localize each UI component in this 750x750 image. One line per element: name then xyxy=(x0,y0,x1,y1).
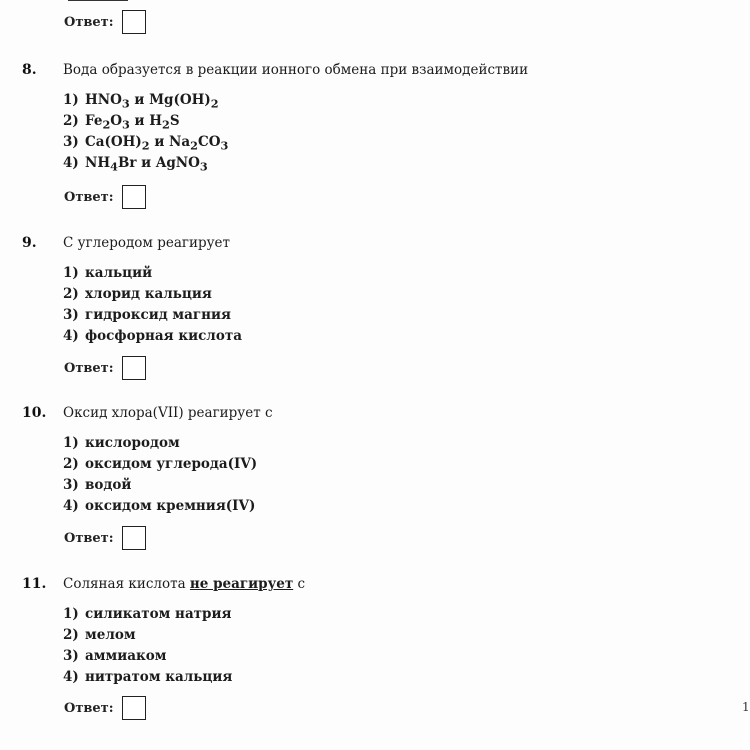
option-text: фосфорная кислота xyxy=(85,328,242,344)
option-1[interactable]: 1) кислородом xyxy=(63,435,180,451)
option-text: $Ca(OH)_2$ и $Na_2CO_3$ xyxy=(85,134,229,153)
option-text: $NH_4Br$ и AgNO$_3$ xyxy=(85,155,208,174)
options-list xyxy=(63,433,257,517)
option-1[interactable]: 1) $HNO_3$ и $Mg(OH)_2$ xyxy=(63,92,219,111)
answer-box-8[interactable] xyxy=(122,185,146,209)
answer-row-10 xyxy=(64,526,146,550)
answer-label: Ответ: xyxy=(64,700,114,716)
option-4[interactable]: 4) нитратом кальция xyxy=(63,669,233,685)
option-4[interactable]: 4) $NH_4Br$ и AgNO$_3$ xyxy=(63,155,208,174)
emphasis-not-reacts: не реагирует xyxy=(189,576,294,592)
answer-row-8 xyxy=(64,185,146,209)
option-1[interactable]: 1) кальций xyxy=(63,265,153,281)
question-number: 8. xyxy=(22,62,37,78)
option-text: оксидом кремния(IV) xyxy=(85,498,256,514)
option-text: мелом xyxy=(85,627,136,643)
answer-label: Ответ: xyxy=(64,189,114,205)
option-text: кислородом xyxy=(85,435,180,451)
option-3[interactable]: 3) аммиаком xyxy=(63,648,167,664)
answer-box-10[interactable] xyxy=(122,526,146,550)
answer-box-7[interactable] xyxy=(122,10,146,34)
option-text: силикатом натрия xyxy=(85,606,232,622)
answer-row-9 xyxy=(64,356,146,380)
answer-box-11[interactable] xyxy=(122,696,146,720)
answer-row-11 xyxy=(64,696,146,720)
option-3[interactable]: 3) водой xyxy=(63,477,132,493)
option-1[interactable]: 1) силикатом натрия xyxy=(63,606,232,622)
answer-label: Ответ: xyxy=(64,530,114,546)
question-text: Соляная кислота не реагирует с xyxy=(63,576,306,592)
options-list xyxy=(63,90,228,174)
option-4[interactable]: 4) оксидом кремния(IV) xyxy=(63,498,256,514)
question-number: 10. xyxy=(22,405,47,421)
option-4[interactable]: 4) фосфорная кислота xyxy=(63,328,242,344)
option-text: водой xyxy=(85,477,132,493)
question-number: 9. xyxy=(22,235,37,251)
option-3[interactable]: 3) $Ca(OH)_2$ и $Na_2CO_3$ xyxy=(63,134,229,153)
options-list xyxy=(63,263,242,347)
option-text: нитратом кальция xyxy=(85,669,233,685)
option-text: кальций xyxy=(85,265,153,281)
answer-row-top xyxy=(64,10,146,34)
partial-option-line xyxy=(68,0,128,1)
option-2[interactable]: 2) мелом xyxy=(63,627,136,643)
option-text: хлорид кальция xyxy=(85,286,212,302)
answer-label: Ответ: xyxy=(64,14,114,30)
question-text: Вода образуется в реакции ионного обмена при взаимодействии xyxy=(63,62,529,78)
question-text: С углеродом реагирует xyxy=(63,235,230,251)
option-text: $Fe_2O_3$ и $H_2S$ xyxy=(85,113,180,132)
option-text: оксидом углерода(IV) xyxy=(85,456,258,472)
question-number: 11. xyxy=(22,576,47,592)
option-3[interactable]: 3) гидроксид магния xyxy=(63,307,232,323)
option-text: $HNO_3$ и $Mg(OH)_2$ xyxy=(85,92,219,111)
option-text: гидроксид магния xyxy=(85,307,232,323)
options-list xyxy=(63,604,232,688)
answer-box-9[interactable] xyxy=(122,356,146,380)
question-text: Оксид хлора(VII) реагирует с xyxy=(63,405,273,421)
option-2[interactable]: 2) хлорид кальция xyxy=(63,286,212,302)
option-2[interactable]: 2) $Fe_2O_3$ и $H_2S$ xyxy=(63,113,180,132)
option-2[interactable]: 2) оксидом углерода(IV) xyxy=(63,456,258,472)
page-number: 1 xyxy=(742,700,750,714)
answer-label: Ответ: xyxy=(64,360,114,376)
option-text: аммиаком xyxy=(85,648,167,664)
